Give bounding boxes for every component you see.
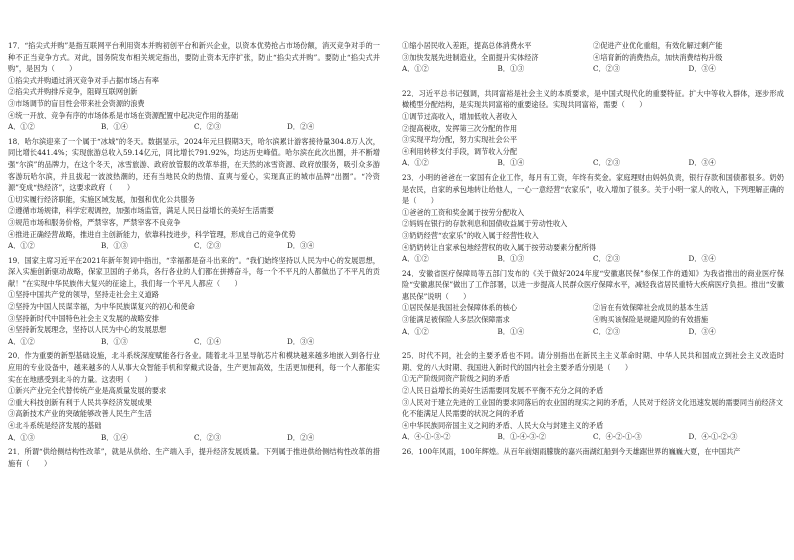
choice-item: ①缩小居民收入差距，提高总体消费水平 bbox=[402, 41, 532, 50]
option-b: B．①③ bbox=[101, 336, 128, 346]
question-stem: 19．国家主席习近平在2021年新年贺词中指出，“幸福都是奋斗出来的”。“我们始终坚持以人民为中心的发展思想，深入实施创新驱动战略，保家卫国的子弟兵，各行各业的人们都在拼搏奋斗，每一个不平凡的人都做出了不平凡的贡献！”在实现中华民族伟大复兴的征途上，我们每一个平凡人都应（ ） bbox=[8, 255, 380, 288]
question-stem: 20．作为重要的新型基础设施，北斗系统深度赋能各行各业。随着北斗卫星导航芯片和模块越来越多地嵌入到各行业应用的专业设备中，越来越多的人从事大众智能手机和穿戴式设备，生产更加高效，生活更加便利，每一个人都能实实在在地感受到北斗的力量。这表明（ ） bbox=[8, 351, 380, 384]
option-d: D．②④ bbox=[287, 122, 315, 132]
answer-options bbox=[402, 157, 784, 169]
choice-item: ③能满足被保险人多层次保障需求 bbox=[402, 315, 510, 325]
choice-item: ②坚持为中国人民谋幸福，为中华民族谋复兴的初心和使命 bbox=[8, 302, 195, 312]
option-d: D．③④ bbox=[287, 241, 315, 251]
answer-options bbox=[8, 336, 380, 348]
option-a: A．①② bbox=[402, 158, 429, 168]
option-a: A．①② bbox=[8, 241, 35, 251]
choice-item: ①无产阶级同资产阶级之间的矛盾 bbox=[402, 374, 510, 384]
choice-item: ①坚持中国共产党的领导，坚持走社会主义道路 bbox=[8, 290, 159, 300]
option-a: A．①② bbox=[8, 336, 35, 346]
option-c: C．①④ bbox=[194, 336, 222, 346]
option-d: D．②④ bbox=[287, 432, 315, 442]
option-a: A．①③ bbox=[8, 432, 35, 442]
option-a: A．①② bbox=[402, 254, 429, 264]
choice-item: ②提高税收，发挥第三次分配的作用 bbox=[402, 123, 518, 133]
answer-options bbox=[402, 253, 784, 265]
choice-item: ②旨在有效保障社会成员的基本生活 bbox=[593, 303, 709, 313]
option-a: A．①② bbox=[402, 64, 429, 74]
choice-item: ①掐尖式并购通过消灭竞争对手占据市场占有率 bbox=[8, 75, 159, 85]
question-stem: 23．小明的爸爸在一家国有企业工作，每月有工资，年终有奖金。家庭理财由妈妈负责，银行存款和国债都很多。奶奶是农民，自家的承包地转让给他人，一心一意经营“农家乐”，收入增加了很多。关于小明一家人的收入，下列理解正确的是（ ） bbox=[402, 172, 784, 206]
question-21 bbox=[8, 446, 380, 469]
question-22 bbox=[402, 88, 784, 169]
option-c: C．④-②-①-③ bbox=[593, 432, 642, 442]
choice-item: ②遵循市场规律，科学宏观调控，加强市场监管，满足人民日益增长的美好生活需要 bbox=[8, 206, 274, 216]
option-d: D．③④ bbox=[688, 326, 716, 336]
question-24 bbox=[402, 268, 784, 338]
option-d: D．③④ bbox=[287, 336, 315, 346]
option-c: C．②③ bbox=[593, 64, 621, 74]
right-column bbox=[402, 40, 784, 461]
choice-item: ④北斗系统是经济发展的基础 bbox=[8, 421, 102, 430]
question-23 bbox=[402, 172, 784, 265]
choice-item: ④奶奶转让自家承包地经营权的收入属于按劳动要素分配所得 bbox=[402, 242, 597, 252]
answer-options bbox=[8, 432, 380, 444]
choice-item: ③规范市场和服务价格，严禁宰客，严禁宰客不良竞争 bbox=[8, 217, 181, 227]
choice-item: ③加快发展先进制造业，全面提升实体经济 bbox=[402, 52, 539, 62]
answer-options bbox=[8, 121, 380, 133]
choice-row bbox=[402, 302, 784, 314]
choice-item: ①爸爸的工资和奖金属于按劳分配收入 bbox=[402, 207, 525, 217]
answer-options bbox=[402, 326, 784, 338]
answer-options bbox=[8, 240, 380, 252]
option-a: A．④-①-③-② bbox=[402, 432, 451, 442]
option-c: C．②③ bbox=[194, 432, 222, 442]
choice-row bbox=[402, 40, 784, 52]
question-21-continued bbox=[402, 40, 784, 75]
choice-row bbox=[402, 52, 784, 64]
answer-options bbox=[402, 63, 784, 75]
choice-item: ③奶奶经营“农家乐”的收入属于经营性收入 bbox=[402, 230, 539, 240]
choice-item: ①切实履行经济职能，实施区域发展，加强和优化公共服务 bbox=[8, 194, 195, 204]
question-19 bbox=[8, 255, 380, 348]
option-b: B．①④ bbox=[101, 122, 128, 132]
choice-item: ④统一开放、竞争有序的市场体系是市场在资源配置中起决定作用的基础 bbox=[8, 110, 239, 120]
question-stem: 25．时代不同，社会的主要矛盾也不同。请分别指出在新民主主义革命时期、中华人民共和国成立到社会主义改造时期、党的八大时期、我国进入新时代的国内社会主要矛盾分别是（ ） bbox=[402, 351, 784, 372]
question-stem: 22．习近平总书记强调，共同富裕是社会主义的本质要求，是中国式现代化的重要特征。扩大中等收入群体，逐步形成橄榄型分配结构，是实现共同富裕的重要途径。实现共同富裕，需要（ ） bbox=[402, 88, 784, 110]
choice-item: ④坚持新发展理念，坚持以人民为中心的发展思想 bbox=[8, 325, 167, 335]
question-stem: 17．“掐尖式并购”是指互联网平台利用资本并购初创平台和新兴企业，以资本优势抢占市场份额，消灭竞争对手的一种不正当竞争方式。对此，国务院发布相关规定指出，要防止资本无序扩张，防止“掐尖式并购”。要防止“掐尖式并购”，是因为（ ） bbox=[8, 41, 380, 74]
option-d: D．③④ bbox=[688, 158, 716, 168]
question-17 bbox=[8, 40, 380, 133]
option-c: C．②③ bbox=[194, 122, 222, 132]
option-c: C．②③ bbox=[593, 158, 621, 168]
option-b: B．①④ bbox=[497, 326, 525, 336]
option-b: B．①③ bbox=[101, 241, 128, 251]
choice-item: ③坚持新时代中国特色社会主义发展的战略安排 bbox=[8, 313, 159, 323]
question-26 bbox=[402, 446, 784, 458]
choice-item: ④购买该保险是规避风险的有效措施 bbox=[593, 315, 709, 325]
choice-item: ②妈妈在银行的存款利息和国债收益属于劳动性收入 bbox=[402, 219, 568, 229]
option-c: C．②③ bbox=[593, 326, 621, 336]
choice-row bbox=[402, 314, 784, 326]
option-b: B．①④ bbox=[497, 158, 525, 168]
choice-item: ②人民日益增长的美好生活需要同发展不平衡不充分之间的矛盾 bbox=[402, 386, 604, 396]
question-20 bbox=[8, 350, 380, 443]
option-a: A．①② bbox=[402, 326, 429, 336]
option-c: C．②③ bbox=[194, 241, 222, 251]
option-b: B．①③ bbox=[497, 254, 525, 264]
option-b: B．①④ bbox=[101, 432, 128, 442]
option-b: B．①-④-③-② bbox=[497, 432, 547, 442]
choice-item: ③市场调节的盲目性会带来社会资源的浪费 bbox=[8, 98, 145, 108]
choice-item: ③人民对于建立先进的工业国的要求同落后的农业国的现实之间的矛盾，人民对于经济文化迅速发展的需要同当前经济文化不能满足人民需要的状况之间的矛盾 bbox=[402, 397, 783, 419]
choice-item: ④推进正确经营战略，推进自主创新能力，依靠科技进步，科学管理，形成自己的竞争优势 bbox=[8, 229, 296, 239]
option-c: C．②③ bbox=[593, 254, 621, 264]
choice-item: ②促进产业优化重组，有效化解过剩产能 bbox=[593, 41, 723, 50]
left-column bbox=[8, 40, 380, 472]
choice-item: ②重大科技创新有利于人民共享经济发展成果 bbox=[8, 397, 152, 407]
choice-item: ②掐尖式并购排斥竞争，阻碍互联网创新 bbox=[8, 87, 138, 97]
choice-item: ③实现平均分配，努力实现社会公平 bbox=[402, 135, 518, 145]
question-stem: 26．100年风雨，100年辉煌。从百年前烟雨朦胧的嘉兴南湖红船到今天雄踞世界的巍巍大夏，在中国共产 bbox=[402, 447, 741, 456]
option-a: A．①② bbox=[8, 122, 35, 132]
question-stem: 21．所谓“供给侧结构性改革”，就是从供给、生产端入手，提升经济发展质量。下列属于推进供给侧结构性改革的措施有（ ） bbox=[8, 447, 380, 468]
question-stem: 24．安徽省医疗保障局等五部门发布的《关于做好2024年度“安徽惠民保”参保工作的通知》为我省推出的商业医疗保险“安徽惠民保”做出了工作部署，以进一步提高人民群众医疗保障水平，减轻我省居民重特大疾病医疗负担。推出“安徽惠民保”说明（ ） bbox=[402, 268, 784, 301]
choice-item: ①调节过高收入，增加低收入者收入 bbox=[402, 111, 518, 121]
question-18 bbox=[8, 136, 380, 252]
choice-item: ④中华民族同帝国主义之间的矛盾、人民大众与封建主义的矛盾 bbox=[402, 420, 604, 430]
option-d: D．③④ bbox=[688, 64, 716, 74]
question-stem: 18．哈尔滨迎来了一个属于“冰城”的冬天。数据显示，2024年元旦假期3天，哈尔滨累计游客接待量304.8万人次，同比增长441.4%；实现旅游总收入59.14亿元，同比增长791.92%，均达历史峰值。哈尔滨在此次出圈，并不断增强“尔滨”的品牌力，在这个冬天，冰雪旅游、政府放管服的改革举措，在天然的冰雪资源、政府放服务，吸引众多游客游玩哈尔滨，并且拔起一波波热潮的，还有当地民众的热情、直爽与爱心，实现真正的城市品牌“出圈”。“冷资源”变成“热经济”，这要求政府（ ） bbox=[8, 136, 380, 193]
choice-item: ④利用转移支付手段，调节收入分配 bbox=[402, 146, 518, 156]
choice-item: ①新兴产业完全代替传统产业是高质量发展的要求 bbox=[8, 386, 167, 396]
choice-item: ③高新技术产业的突破能够改善人民生产生活 bbox=[8, 409, 152, 419]
question-25 bbox=[402, 350, 784, 443]
answer-options bbox=[402, 431, 784, 443]
option-d: D．③④ bbox=[688, 254, 716, 264]
option-d: D．④-①-②-③ bbox=[688, 432, 738, 442]
choice-item: ④培育新的消费热点，加快消费结构升级 bbox=[593, 52, 723, 62]
option-b: B．①③ bbox=[497, 64, 525, 74]
choice-item: ①居民保是我国社会保障体系的核心 bbox=[402, 303, 518, 313]
